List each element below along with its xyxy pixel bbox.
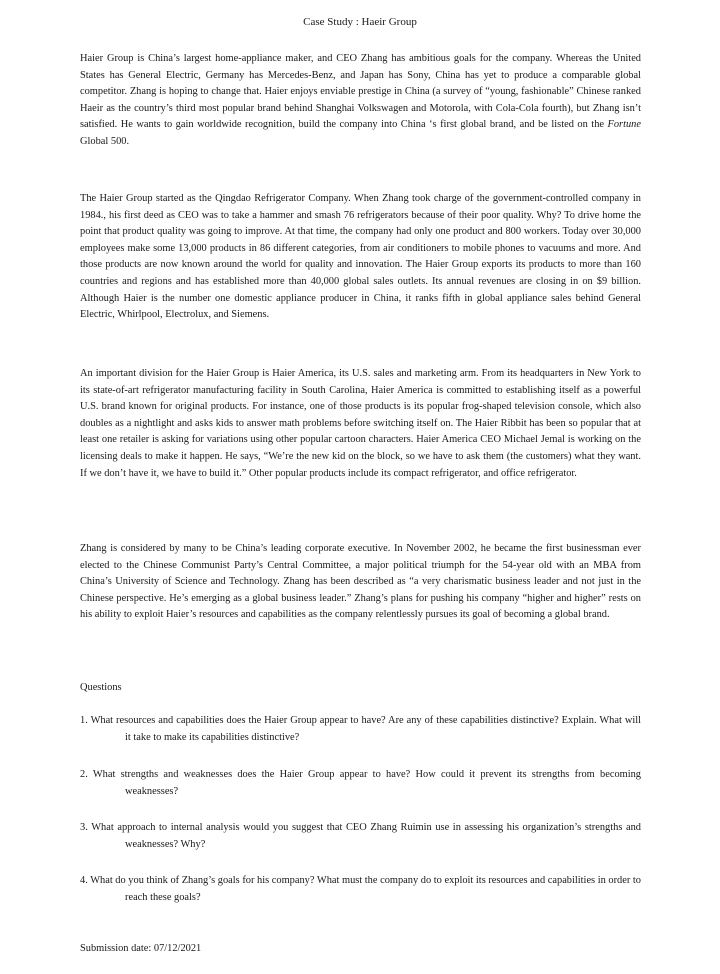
paragraph-intro — [80, 51, 641, 151]
question-4: 4. What do you think of Zhang’s goals for his company? What must the company do to exploit its resources and capabilities in order to reach these goals? — [80, 875, 641, 903]
question-2: 2. What strengths and weaknesses does the Haier Group appear to have? How could it prevent its strengths from becoming weaknesses? — [80, 769, 641, 797]
paragraph-intro-text: Haier Group is China’s largest home-appliance maker, and CEO Zhang has ambitious goals for the company. Whereas the United States has General Electric, Germany has Mercedes-Benz, and Japan has Sony, China has yet to produce a comparable global competitor. Zhang is hoping to change that. Haier enjoys enviable prestige in China (a survey of “young, fashionable” Chinese ranked Haeir as the country’s third most popular brand behind Shanghai Volkswagen and Motorola, with Cola-Cola fourth), but Zhang isn’t satisfied. He wants to gain worldwide recognition, build the company into China ‘s first global brand, and be listed on the — [80, 53, 641, 131]
question-1: 1. What resources and capabilities does the Haier Group appear to have? Are any of these capabilities distinctive? Explain. What will it take to make its capabilities distinctive? — [80, 715, 641, 743]
document-title: Case Study : Haeir Group — [303, 16, 417, 28]
paragraph-haier-america: An important division for the Haier Group is Haier America, its U.S. sales and marketing arm. From its headquarters in New York to its state-of-art refrigerator manufacturing facility in South Carolina, Haier America is committed to establishing itself as a powerful U.S. brand known for original products. For instance, one of those products is its popular frog-shaped television console, which also doubles as a nightlight and asks kids to answer math problems before switching itself on. The Haier Ribbit has been so popular that at least one retailer is asking for variations using other popular cartoon characters. Haier America CEO Michael Jemal is working on the licensing deals to make it happen. He says, “We’re the new kid on the block, so we have to ask them (the customers) what they want. If we don’t have it, we have to build it.” Other popular products include its compact refrigerator, and office refrigerator. — [80, 368, 641, 479]
questions-heading: Questions — [80, 682, 122, 693]
submission-date: Submission date: 07/12/2021 — [80, 943, 202, 954]
question-3: 3. What approach to internal analysis would you suggest that CEO Zhang Ruimin use in assessing his organization’s strengths and weaknesses? Why? — [80, 822, 641, 850]
paragraph-history: The Haier Group started as the Qingdao Refrigerator Company. When Zhang took charge of the government-controlled company in 1984., his first deed as CEO was to take a hammer and smash 76 refrigerators because of their poor quality. Why? To drive home the point that product quality was going to improve. At that time, the company had only one product and 800 workers. Today over 30,000 employees make some 13,000 products in 86 different categories, from air conditioners to mobile phones to vacuums and more. And those products are now known around the world for quality and innovation. The Haier Group exports its products to more than 160 countries and regions and has established more than 40,000 global sales outlets. Its annual revenues are closing in on $9 billion. Although Haier is the number one domestic appliance producer in China, it ranks fifth in global appliance sales behind General Electric, Whirlpool, Electrolux, and Siemens. — [80, 193, 641, 321]
paragraph-intro-tail: Global 500. — [80, 135, 130, 147]
paragraph-zhang: Zhang is considered by many to be China’s leading corporate executive. In November 2002, he became the first businessman ever elected to the Chinese Communist Party’s Central Committee, a major political triumph for the 54-year old with an MBA from China’s University of Science and Technology. Zhang has been described as “a very charismatic business leader and not just in the Chinese perspective. He’s emerging as a global business leader.” Zhang’s plans for pushing his company “higher and higher” rests on his ability to exploit Haier’s resources and capabilities as the company relentlessly pursues its goal of becoming a global brand. — [80, 543, 641, 621]
fortune-emphasis: Fortune — [607, 119, 641, 131]
